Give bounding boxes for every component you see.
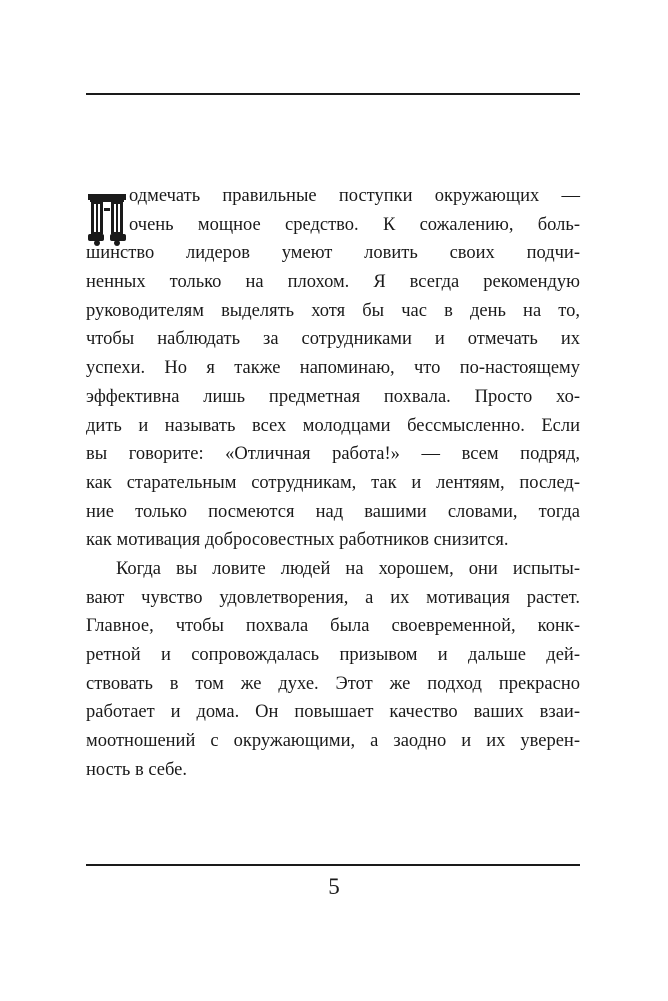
paragraph-2-line: ствовать в том же духе. Этот же подход прекрасно xyxy=(86,673,580,694)
paragraph-1-line: руководителям выделять хотя бы час в день на то, xyxy=(86,300,580,321)
paragraph-2-line: Когда вы ловите людей на хорошем, они испыты- xyxy=(116,558,580,579)
paragraph-1-line: эффективна лишь предметная похвала. Просто хо- xyxy=(86,386,580,407)
header-rule xyxy=(86,93,580,95)
paragraph-1-line: ненных только на плохом. Я всегда рекомендую xyxy=(86,272,580,293)
paragraph-2-line: моотношений с окружающими, а заодно и их уверен- xyxy=(86,731,580,752)
paragraph-2-line: вают чувство удовлетворения, а их мотивация растет. xyxy=(86,587,580,608)
paragraph-1-line: успехи. Но я также напоминаю, что по-настоящему xyxy=(86,358,580,379)
body-text xyxy=(86,182,580,784)
paragraph-1-line: ние только посмеются над вашими словами, тогда xyxy=(86,501,580,522)
paragraph-1-line: шинство лидеров умеют ловить своих подчи- xyxy=(86,243,580,264)
paragraph-2-line: ретной и сопровождалась призывом и дальше дей- xyxy=(86,645,580,665)
paragraph-1-line: вы говорите: «Отличная работа!» — всем подряд, xyxy=(86,444,580,465)
paragraph-2-line: ность в себе. xyxy=(86,759,187,780)
paragraph-1-line: чтобы наблюдать за сотрудниками и отмечать их xyxy=(86,329,580,350)
paragraph-2-line: Главное, чтобы похвала была своевременной, конк- xyxy=(86,616,580,637)
paragraph-1-line: дить и называть всех молодцами бессмысленно. Если xyxy=(86,415,580,436)
page-number: 5 xyxy=(328,874,340,899)
paragraph-1-line: одмечать правильные поступки окружающих — xyxy=(129,186,580,206)
footer-rule xyxy=(86,864,580,866)
paragraph-1-line: как мотивация добросовестных работников снизится. xyxy=(86,530,509,551)
paragraph-1-line: как старательным сотрудникам, так и лентяям, послед- xyxy=(86,472,580,493)
paragraph-2-line: работает и дома. Он повышает качество ваших взаи- xyxy=(86,702,580,723)
paragraph-1-line: очень мощное средство. К сожалению, боль- xyxy=(129,214,580,235)
